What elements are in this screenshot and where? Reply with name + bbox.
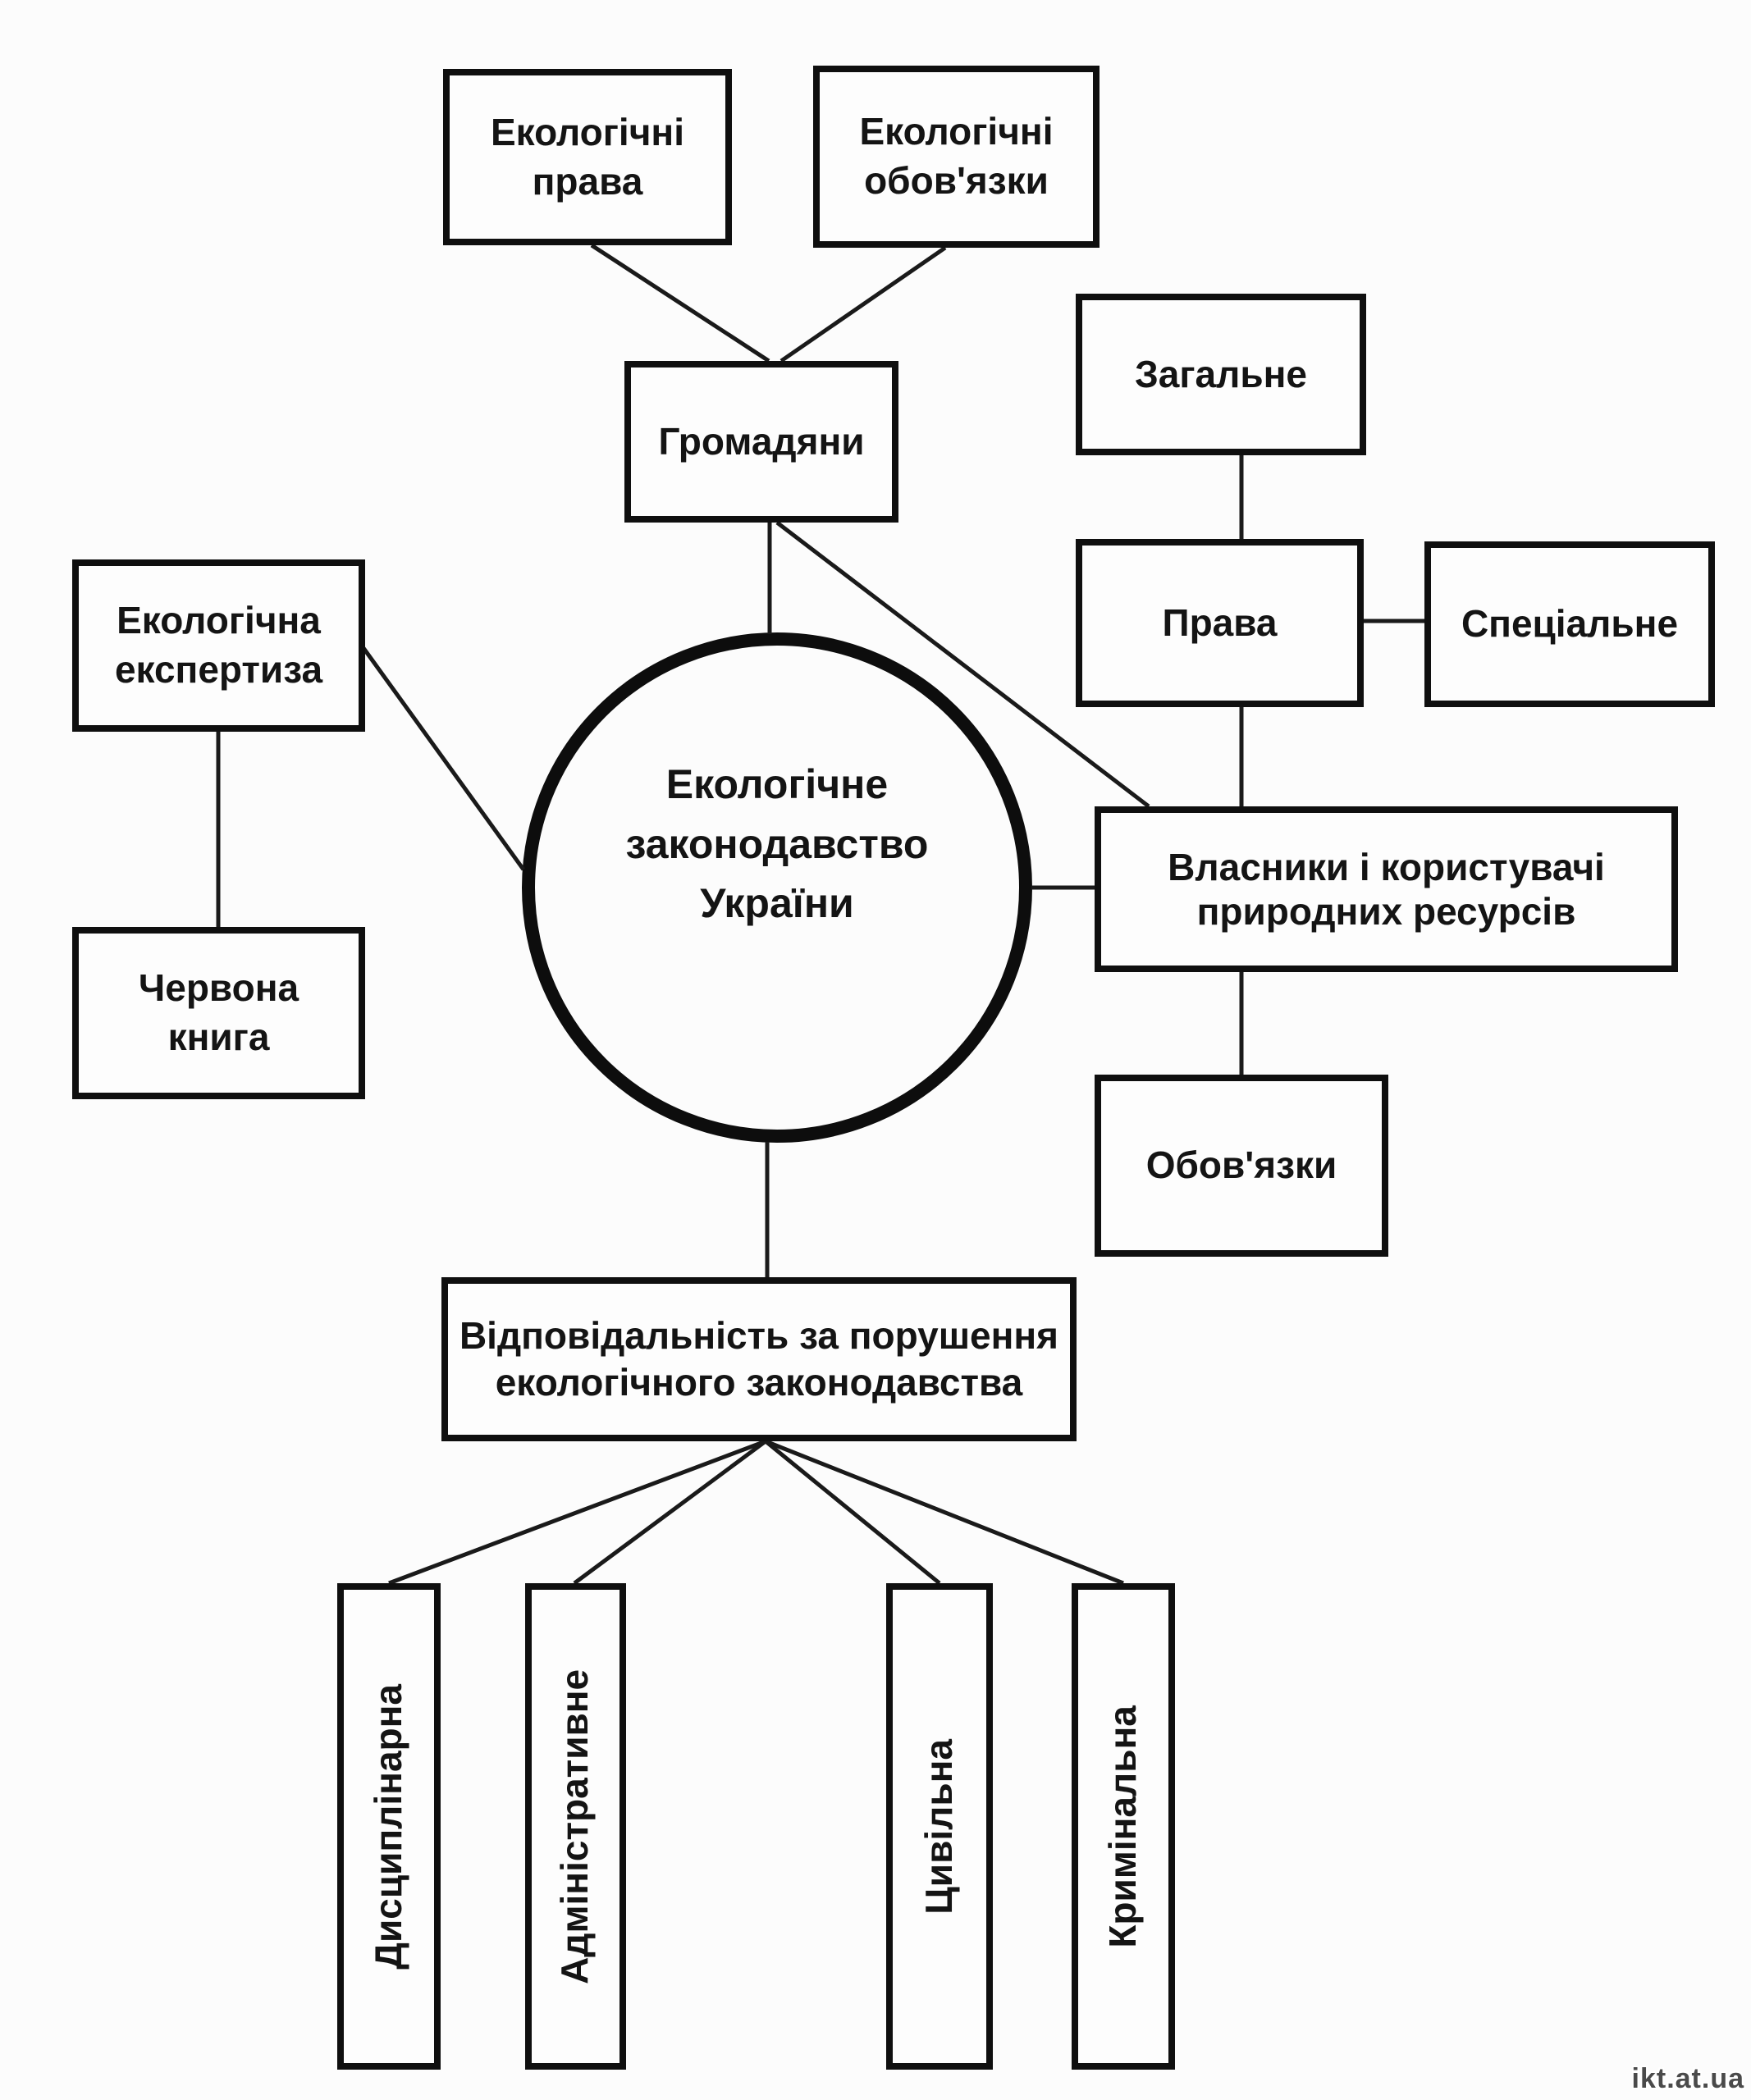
connector-expertise-circle [363,648,523,870]
node-administrative-label: Адміністративне [553,1669,597,1984]
node-expertise [72,559,365,732]
node-owners [1095,806,1678,972]
node-general-label: Загальне [1134,352,1307,395]
node-red-book-label: Червона книга [138,966,299,1058]
node-special-label: Спеціальне [1461,602,1679,646]
node-civil [886,1583,993,2070]
node-citizens [624,361,898,523]
node-red-book [72,927,365,1099]
connector-eco-rights-citizens [592,245,769,361]
node-obligations-label: Обов'язки [1145,1144,1337,1187]
connector-responsibility-criminal [766,1441,1123,1583]
connector-responsibility-disciplinary [389,1441,766,1583]
node-responsibility [441,1277,1077,1441]
node-eco-duties [813,66,1100,248]
node-eco-rights-label: Екологічні права [491,110,684,203]
connector-eco-duties-citizens [781,248,945,361]
node-criminal [1072,1583,1175,2070]
node-expertise-label: Екологічна експертиза [114,599,323,691]
node-responsibility-label: Відповідальність за порушення екологічного законодавства [459,1313,1059,1404]
node-rights-label: Права [1162,600,1278,644]
node-rights [1076,539,1364,707]
node-citizens-label: Громадяни [658,419,865,463]
connector-responsibility-administrative [574,1441,766,1583]
node-disciplinary [337,1583,441,2070]
connector-responsibility-civil [766,1441,940,1583]
node-administrative [525,1583,626,2070]
node-eco-duties-label: Екологічні обов'язки [859,110,1054,202]
node-disciplinary-label: Дисциплінарна [367,1683,410,1970]
node-criminal-label: Кримінальна [1101,1705,1145,1948]
node-owners-label: Власники і користувачі природних ресурсів [1168,845,1605,933]
node-civil-label: Цивільна [917,1738,961,1915]
site-watermark: ikt.at.ua [1631,2063,1744,2094]
node-special [1424,541,1715,707]
node-eco-rights [443,69,732,245]
node-center-label: Екологічне законодавство України [625,761,929,926]
node-general [1076,294,1366,455]
node-obligations [1095,1075,1388,1257]
